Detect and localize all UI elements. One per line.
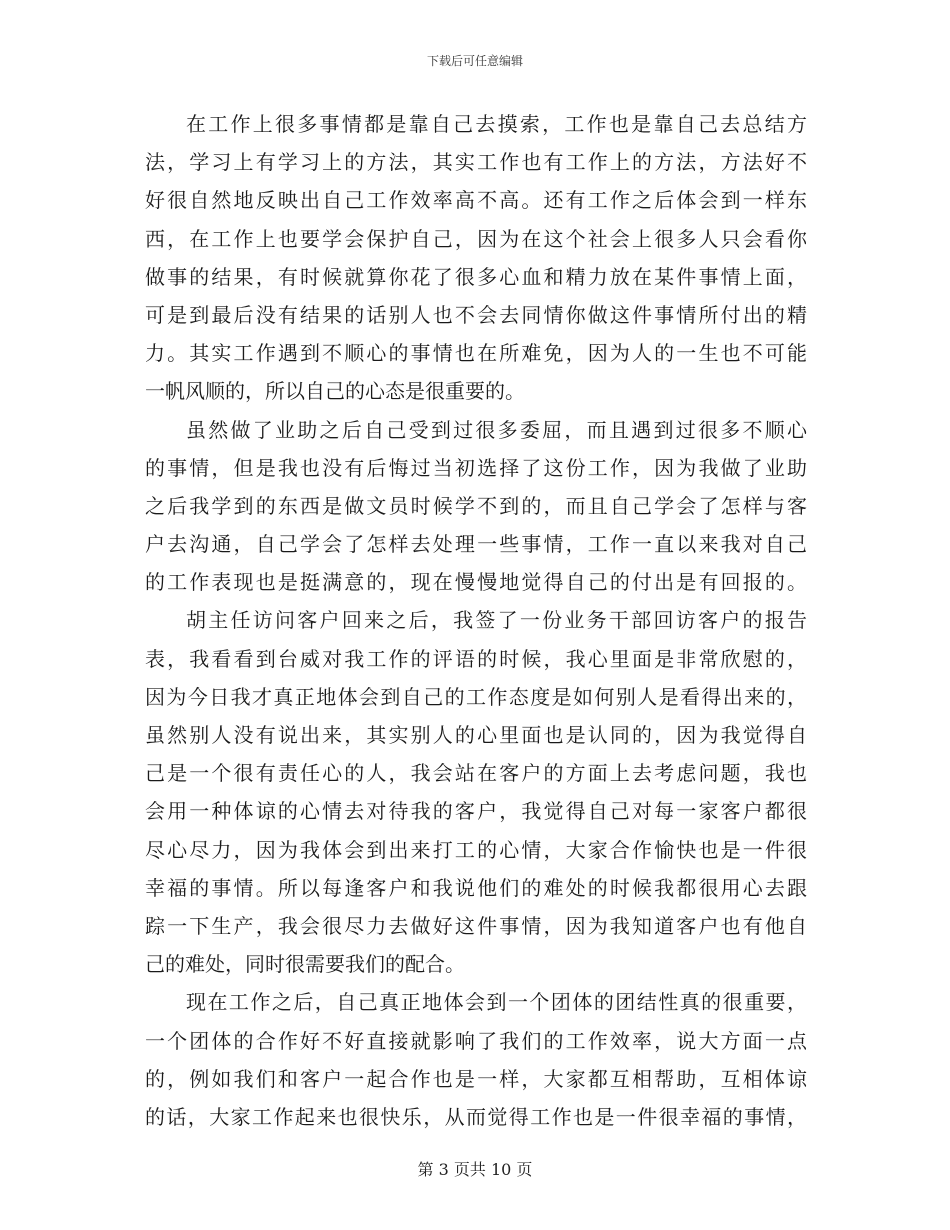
document-body	[145, 105, 807, 1136]
page-footer: 第 3 页共 10 页	[417, 1160, 533, 1179]
text-line: 一个团体的合作好不好直接就影响了我们的工作效率，说大方面一点	[145, 1028, 807, 1053]
text-line: 好很自然地反映出自己工作效率高不高。还有工作之后体会到一样东	[145, 188, 807, 213]
text-line: 做事的结果，有时候就算你花了很多心血和精力放在某件事情上面，	[145, 264, 807, 289]
text-line: 幸福的事情。所以每逢客户和我说他们的难处的时候我都很用心去跟	[145, 875, 807, 900]
text-line: 法，学习上有学习上的方法，其实工作也有工作上的方法，方法好不	[145, 150, 807, 175]
text-line: 己的难处，同时很需要我们的配合。	[145, 952, 465, 977]
text-line: 的工作表现也是挺满意的，现在慢慢地觉得自己的付出是有回报的。	[145, 570, 807, 595]
text-line: 一帆风顺的，所以自己的心态是很重要的。	[145, 379, 525, 404]
text-line: 因为今日我才真正地体会到自己的工作态度是如何别人是看得出来的，	[145, 684, 807, 709]
text-line: 户去沟通，自己学会了怎样去处理一些事情，工作一直以来我对自己	[145, 532, 807, 557]
text-line: 踪一下生产，我会很尽力去做好这件事情，因为我知道客户也有他自	[145, 913, 807, 938]
text-line: 之后我学到的东西是做文员时候学不到的，而且自己学会了怎样与客	[145, 493, 807, 518]
text-line: 力。其实工作遇到不顺心的事情也在所难免，因为人的一生也不可能	[145, 341, 807, 366]
text-line: 的话，大家工作起来也很快乐，从而觉得工作也是一件很幸福的事情，	[145, 1104, 807, 1129]
paragraph-first-line: 现在工作之后，自己真正地体会到一个团体的团结性真的很重要，	[186, 990, 807, 1015]
text-line: 可是到最后没有结果的话别人也不会去同情你做这件事情所付出的精	[145, 302, 807, 327]
paragraph-first-line: 虽然做了业助之后自己受到过很多委屈，而且遇到过很多不顺心	[186, 417, 807, 442]
text-line: 的，例如我们和客户一起合作也是一样，大家都互相帮助，互相体谅	[145, 1066, 807, 1091]
text-line: 表，我看看到台威对我工作的评语的时候，我心里面是非常欣慰的，	[145, 646, 807, 671]
text-line: 的事情，但是我也没有后悔过当初选择了这份工作，因为我做了业助	[145, 455, 807, 480]
text-line: 会用一种体谅的心情去对待我的客户，我觉得自己对每一家客户都很	[145, 799, 807, 824]
paragraph-first-line: 胡主任访问客户回来之后，我签了一份业务干部回访客户的报告	[186, 608, 807, 633]
text-line: 西，在工作上也要学会保护自己，因为在这个社会上很多人只会看你	[145, 226, 807, 251]
paragraph-first-line: 在工作上很多事情都是靠自己去摸索，工作也是靠自己去总结方	[186, 112, 807, 136]
text-line: 己是一个很有责任心的人，我会站在客户的方面上去考虑问题，我也	[145, 761, 807, 786]
text-line: 尽心尽力，因为我体会到出来打工的心情，大家合作愉快也是一件很	[145, 837, 807, 862]
text-line: 虽然别人没有说出来，其实别人的心里面也是认同的，因为我觉得自	[145, 723, 807, 747]
page-header: 下载后可任意编辑	[426, 54, 523, 68]
